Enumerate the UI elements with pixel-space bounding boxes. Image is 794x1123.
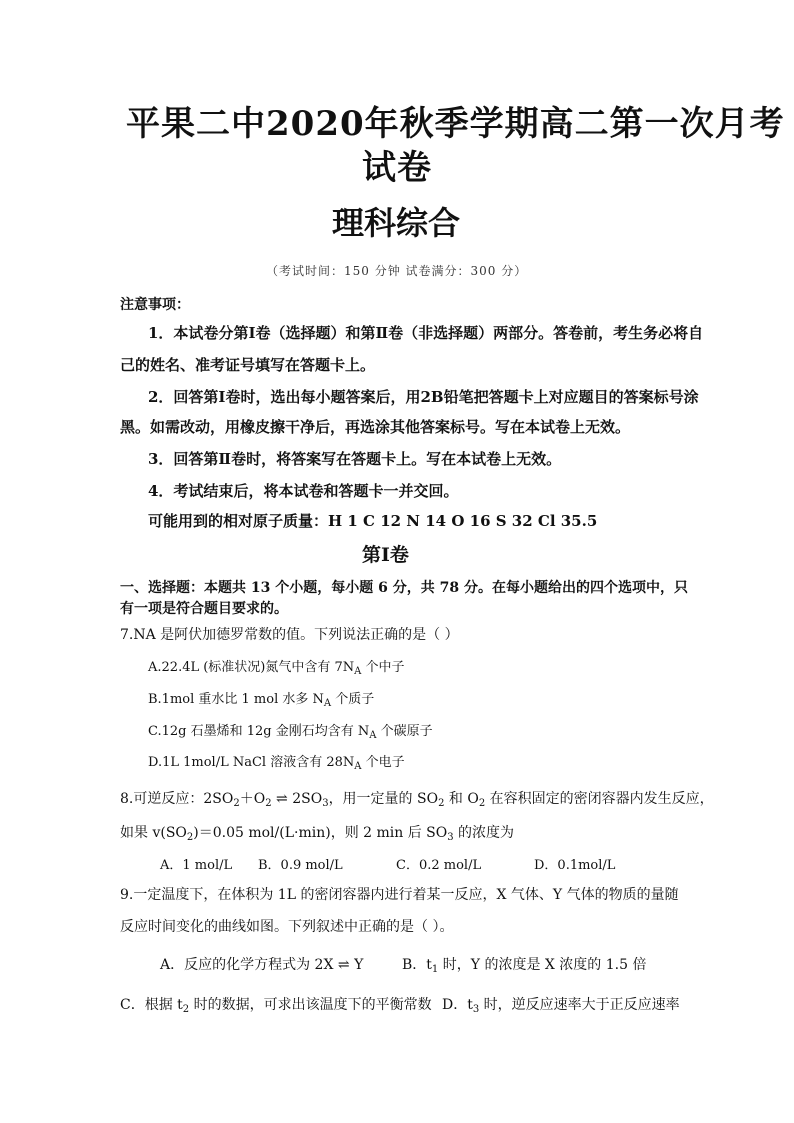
notice-1: 1．本试卷分第Ⅰ卷（选择题）和第Ⅱ卷（非选择题）两部分。答卷前，考生务必将自 bbox=[148, 324, 704, 342]
atomic-masses: 可能用到的相对原子质量：H 1 C 12 N 14 O 16 S 32 Cl 35.5 bbox=[148, 512, 598, 530]
q9-option-d: D．$t_3$ 时，逆反应速率大于正反应速率 bbox=[442, 997, 680, 1015]
q7-option-d: D.1L 1mol/L NaCl 溶液含有 $28N_A$ 个电子 bbox=[148, 755, 405, 772]
notice-heading: 注意事项： bbox=[120, 297, 190, 313]
q8-stem-line2: 如果 $v(SO_2)=0.05$ mol/(L·min)，则 2 min 后 $SO_3$ 的浓度为 bbox=[120, 825, 515, 843]
q8-option-d: D．0.1mol/L bbox=[534, 858, 616, 873]
q8-stem-line1: 8.可逆反应：$2SO_2+O_2$ ⇌ $2SO_3$，用一定量的 $SO_2$ 和 $O_2$ 在容积固定的密闭容器内发生反应， bbox=[120, 791, 714, 809]
exam-title-line2: 试卷 bbox=[362, 148, 432, 188]
notice-1-cont: 己的姓名、准考证号填写在答题卡上。 bbox=[120, 356, 376, 374]
exam-title-line1: 平果二中2020年秋季学期高二第一次月考 bbox=[126, 104, 785, 144]
volume-heading: 第Ⅰ卷 bbox=[362, 544, 409, 566]
q8-option-c: C．0.2 mol/L bbox=[396, 858, 482, 873]
q7-stem: 7.NA 是阿伏加德罗常数的值。下列说法正确的是（ ） bbox=[120, 627, 459, 643]
notice-2-cont: 黑。如需改动，用橡皮擦干净后，再选涂其他答案标号。写在本试卷上无效。 bbox=[120, 418, 631, 436]
q7-option-c: C.12g 石墨烯和 12g 金刚石均含有 $N_A$ 个碳原子 bbox=[148, 724, 433, 741]
q9-option-c: C．根据 $t_2$ 时的数据，可求出该温度下的平衡常数 bbox=[120, 997, 432, 1015]
q7-option-b: B.1mol 重水比 1 mol 水多 $N_A$ 个质子 bbox=[148, 692, 375, 709]
subject-title: 理科综合 bbox=[332, 204, 461, 242]
q9-stem-line2: 反应时间变化的曲线如图。下列叙述中正确的是（ ）。 bbox=[120, 919, 454, 935]
q9-option-b: B．$t_1$ 时，Y 的浓度是 X 浓度的 1.5 倍 bbox=[402, 957, 647, 975]
q7-option-a: A.22.4L (标准状况)氮气中含有 $7N_A$ 个中子 bbox=[148, 660, 405, 677]
section-intro-line1: 一、选择题：本题共 13 个小题，每小题 6 分，共 78 分。在每小题给出的四个选项中，只 bbox=[120, 580, 688, 596]
section-intro-line2: 有一项是符合题目要求的。 bbox=[120, 601, 288, 617]
exam-info: （考试时间：150 分钟 试卷满分：300 分） bbox=[266, 264, 528, 278]
q9-stem-line1: 9.一定温度下，在体积为 1L 的密闭容器内进行着某一反应，X 气体、Y 气体的物质的量随 bbox=[120, 887, 679, 903]
notice-4: 4．考试结束后，将本试卷和答题卡一并交回。 bbox=[148, 482, 459, 500]
notice-2: 2．回答第Ⅰ卷时，选出每小题答案后，用2B铅笔把答题卡上对应题目的答案标号涂 bbox=[148, 388, 699, 406]
q8-option-b: B．0.9 mol/L bbox=[258, 858, 343, 873]
notice-3: 3．回答第Ⅱ卷时，将答案写在答题卡上。写在本试卷上无效。 bbox=[148, 450, 562, 468]
q8-option-a: A．1 mol/L bbox=[160, 858, 233, 873]
q9-option-a: A．反应的化学方程式为 2X ⇌ Y bbox=[160, 957, 364, 973]
